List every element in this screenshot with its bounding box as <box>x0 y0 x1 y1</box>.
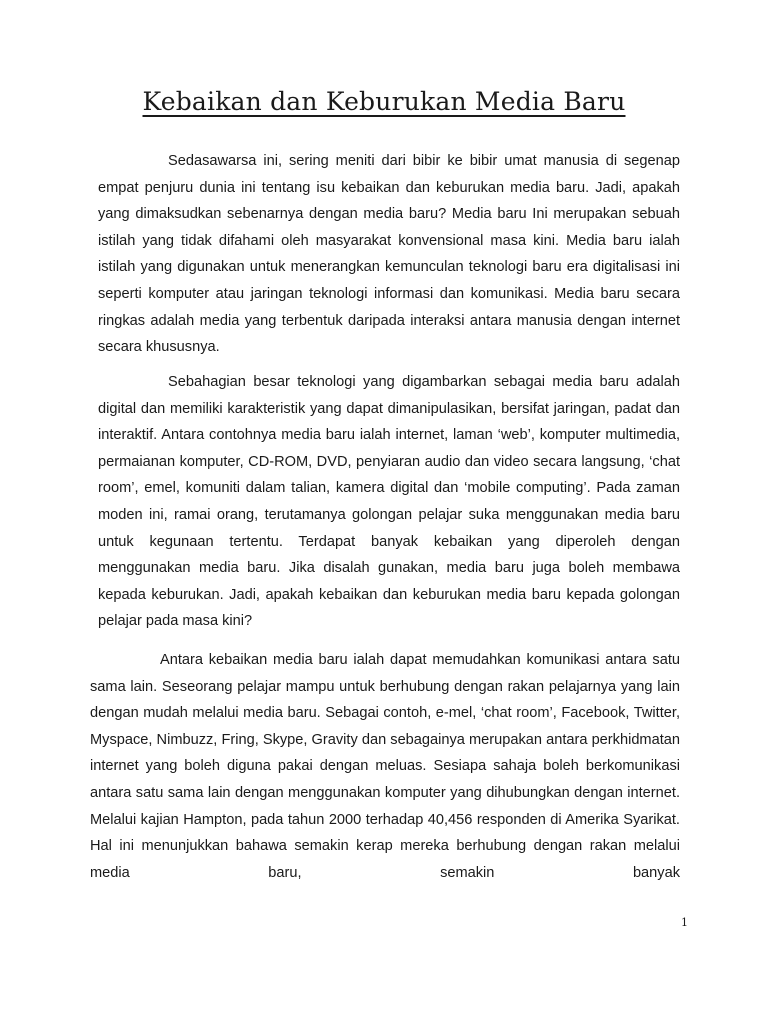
page-number: 1 <box>681 916 688 929</box>
document-title-text: Kebaikan dan Keburukan Media Baru <box>142 87 626 116</box>
paragraph-2: Sebahagian besar teknologi yang digambarkan sebagai media baru adalah digital dan memiliki karakteristik yang dapat dimanipulasikan, bersifat jaringan, padat dan interaktif. Antara contohnya media baru ialah internet, laman ‘web’, komputer multimedia, permaianan komputer, CD-ROM, DVD, penyiaran audio dan video secara langsung, ‘chat room’, emel, komuniti dalam talian, kamera digital dan ‘mobile computing’. Pada zaman moden ini, ramai orang, terutamanya golongan pelajar suka menggunakan media baru untuk kegunaan tertentu. Terdapat banyak kebaikan yang diperoleh dengan menggunakan media baru. Jika disalah gunakan, media baru juga boleh membawa kepada keburukan. Jadi, apakah kebaikan dan keburukan media baru kepada golongan pelajar pada masa kini? <box>98 374 680 630</box>
paragraph-3: Antara kebaikan media baru ialah dapat memudahkan komunikasi antara satu sama lain. Seseorang pelajar mampu untuk berhubung dengan rakan pelajarnya yang lain dengan mudah melalui media baru. Sebagai contoh, e-mel, ‘chat room’, Facebook, Twitter, Myspace, Nimbuzz, Fring, Skype, Gravity dan sebagainya merupakan antara perkhidmatan internet yang boleh diguna pakai dengan meluas. Sesiapa sahaja boleh berkomunikasi antara satu sama lain dengan menggunakan komputer yang dihubungkan dengan internet. Melalui kajian Hampton, pada tahun 2000 terhadap 40,456 responden di Amerika Syarikat. Hal ini menunjukkan bahawa semakin kerap mereka berhubung dengan rakan melalui media baru, semakin banyak <box>90 652 680 881</box>
paragraph-1: Sedasawarsa ini, sering meniti dari bibir ke bibir umat manusia di segenap empat penjuru dunia ini tentang isu kebaikan dan keburukan media baru. Jadi, apakah yang dimaksudkan sebenarnya dengan media baru? Media baru Ini merupakan sebuah istilah yang tidak difahami oleh masyarakat konvensional masa kini. Media baru ialah istilah yang digunakan untuk menerangkan kemunculan teknologi baru era digitalisasi ini seperti komputer atau jaringan teknologi informasi dan komunikasi. Media baru secara ringkas adalah media yang terbentuk daripada interaksi antara manusia dengan internet secara khususnya. <box>98 153 680 356</box>
document-title <box>0 84 768 120</box>
